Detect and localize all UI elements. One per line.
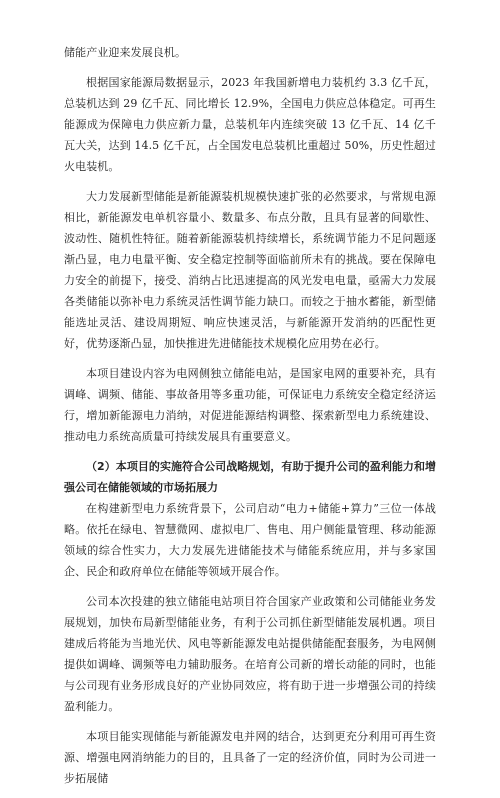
document-page xyxy=(64,42,436,798)
paragraph-installed-capacity: 根据国家能源局数据显示，2023 年我国新增电力装机约 3.3 亿千瓦，总装机达到 29 亿千瓦、同比增长 12.9%，全国电力供应总体稳定。可再生能源成为保障电力供应新力量，总装机年内连续突破 13 亿千瓦、14 亿千瓦大关，达到 14.5 亿千瓦，占全国发电总装机比重超过 50%，历史性超过火电装机。 xyxy=(64,76,436,173)
section-heading: （2）本项目的实施符合公司战略规划，有助于提升公司的盈利能力和增强公司在储能领域的市场拓展力 xyxy=(64,460,436,494)
paragraph-project-content: 本项目建设内容为电网侧独立储能电站，是国家电网的重要补充，具有调峰、调频、储能、事故备用等多重功能，可保证电力系统安全稳定经济运行，增加新能源电力消纳，对促进能源结构调整、探索新型电力系统建设、推动电力系统高质量可持续发展具有重要意义。 xyxy=(64,367,436,443)
paragraph-new-energy-storage: 大力发展新型储能是新能源装机规模快速扩张的必然要求，与常规电源相比，新能源发电单机容量小、数量多、布点分散，且具有显著的间歇性、波动性、随机性特征。随着新能源装机持续增长，系统调节能力不足问题逐渐凸显，电力电量平衡、安全稳定控制等面临前所未有的挑战。要在保障电力安全的前提下，接受、消纳占比迅速提高的风光发电电量，亟需大力发展各类储能以弥补电力系统灵活性调节能力缺口。而较之于抽水蓄能，新型储能选址灵活、建设周期短、响应快速灵活，与新能源开发消纳的匹配性更好，优势逐渐凸显，加快推进先进储能技术规模化应用势在必行。 xyxy=(64,190,436,350)
paragraph-grid-integration: 本项目能实现储能与新能源发电并网的结合，达到更充分利用可再生资源、增强电网消纳能力的目的，且具备了一定的经济价值，同时为公司进一步拓展储 xyxy=(64,730,436,785)
paragraph-project-planning: 公司本次投建的独立储能电站项目符合国家产业政策和公司储能业务发展规划，加快布局新型储能业务，有利于公司抓住新型储能发展机遇。项目建成后将能为当地光伏、风电等新能源发电站提供储能配套服务，为电网侧提供如调峰、调频等电力辅助服务。在培育公司新的增长动能的同时，也能与公司现有业务形成良好的产业协同效应，将有助于进一步增强公司的持续盈利能力。 xyxy=(64,595,436,713)
paragraph-company-strategy: 在构建新型电力系统背景下，公司启动“电力+储能+算力”三位一体战略。依托在绿电、智慧微网、虚拟电厂、售电、用户侧能量管理、移动能源领域的综合性实力，大力发展先进储能技术与储能系统应用，并与多家国企、民企和政府单位在储能等领域开展合作。 xyxy=(64,502,436,578)
paragraph-continuation: 储能产业迎来发展良机。 xyxy=(64,46,187,59)
